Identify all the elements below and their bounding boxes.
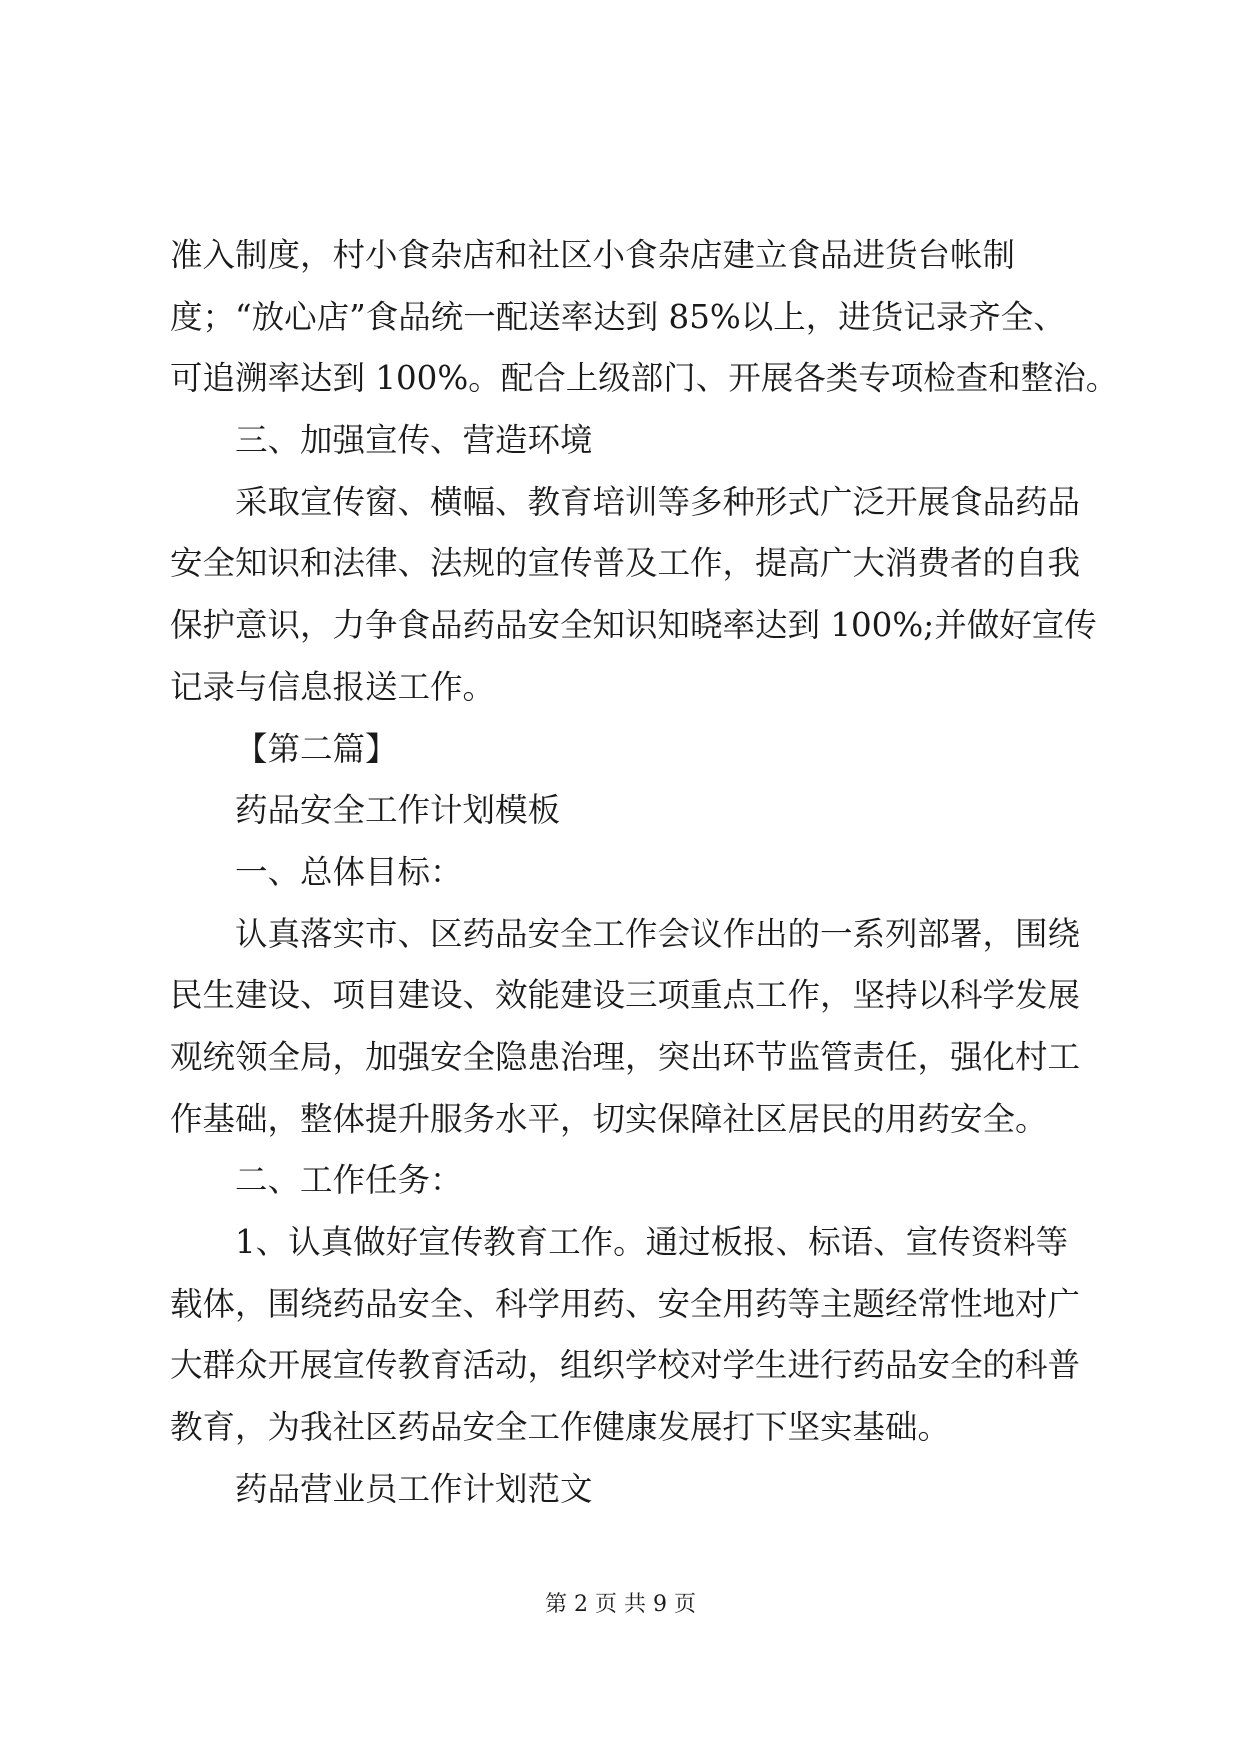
text-line: 观统领全局，加强安全隐患治理，突出环节监管责任，强化村工	[170, 1037, 1081, 1076]
section-heading: 二、工作任务：	[235, 1161, 463, 1200]
part-heading: 【第二篇】	[235, 729, 398, 768]
text-line: 采取宣传窗、横幅、教育培训等多种形式广泛开展食品药品	[235, 482, 1081, 521]
text-line: 载体，围绕药品安全、科学用药、安全用药等主题经常性地对广	[170, 1284, 1081, 1323]
text-line: 保护意识，力争食品药品安全知识知晓率达到 100%;并做好宣传	[170, 606, 1097, 645]
text-line: 认真落实市、区药品安全工作会议作出的一系列部署，围绕	[235, 914, 1081, 953]
text-line: 安全知识和法律、法规的宣传普及工作，提高广大消费者的自我	[170, 544, 1081, 583]
text-line: 作基础，整体提升服务水平，切实保障社区居民的用药安全。	[170, 1099, 1048, 1138]
text-line: 教育，为我社区药品安全工作健康发展打下坚实基础。	[170, 1408, 951, 1447]
section-heading: 三、加强宣传、营造环境	[235, 421, 593, 460]
section-heading: 药品营业员工作计划范文	[235, 1469, 593, 1508]
document-title: 药品安全工作计划模板	[235, 791, 561, 830]
text-line: 可追溯率达到 100%。配合上级部门、开展各类专项检查和整治。	[170, 359, 1119, 398]
text-line: 准入制度，村小食杂店和社区小食杂店建立食品进货台帐制	[170, 236, 1016, 274]
page-footer: 第 2 页 共 9 页	[545, 1592, 696, 1617]
text-line: 1、认真做好宣传教育工作。通过板报、标语、宣传资料等	[235, 1223, 1069, 1261]
text-line: 度；“放心店”食品统一配送率达到 85%以上，进货记录齐全、	[170, 297, 1066, 336]
document-body	[170, 225, 1119, 1520]
text-line: 民生建设、项目建设、效能建设三项重点工作，坚持以科学发展	[170, 976, 1081, 1015]
section-heading: 一、总体目标：	[235, 852, 463, 891]
text-line: 记录与信息报送工作。	[170, 667, 496, 706]
text-line: 大群众开展宣传教育活动，组织学校对学生进行药品安全的科普	[170, 1346, 1081, 1385]
